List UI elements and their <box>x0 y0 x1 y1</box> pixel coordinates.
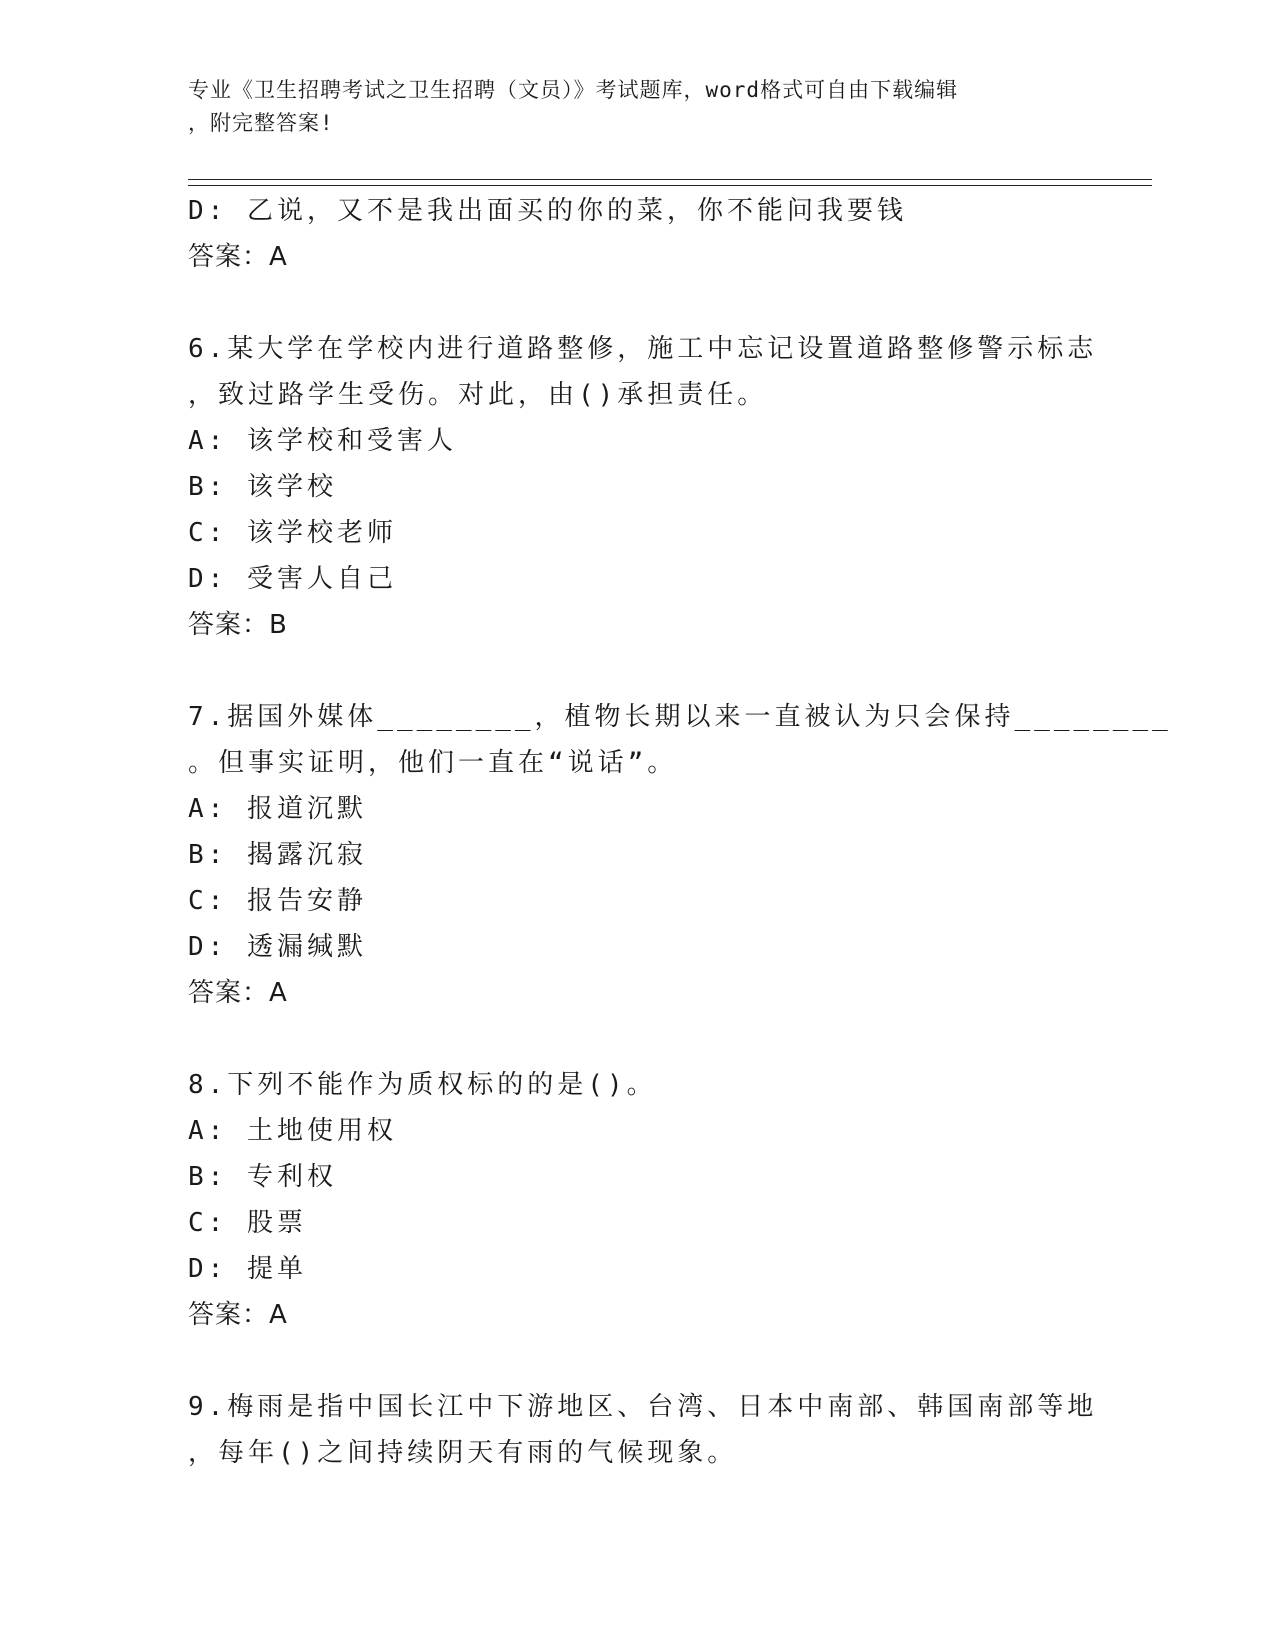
question-stem: 6.某大学在学校内进行道路整修，施工中忘记设置道路整修警示标志 <box>188 334 1098 364</box>
question-content <box>188 188 1172 1476</box>
option-a: A: 土地使用权 <box>188 1116 397 1146</box>
header-divider <box>188 179 1152 186</box>
question-stem: 9.梅雨是指中国长江中下游地区、台湾、日本中南部、韩国南部等地 <box>188 1392 1098 1422</box>
document-header <box>188 74 1068 140</box>
answer-line: 答案：A <box>188 242 288 272</box>
header-line-1: 专业《卫生招聘考试之卫生招聘（文员）》考试题库，word格式可自由下载编辑 <box>188 78 959 102</box>
question-5-tail <box>188 188 1068 280</box>
question-7 <box>188 694 1172 1016</box>
option-b: B: 揭露沉寂 <box>188 840 367 870</box>
option-a: A: 报道沉默 <box>188 794 367 824</box>
answer-line: 答案：A <box>188 1300 288 1330</box>
option-c: C: 该学校老师 <box>188 518 397 548</box>
answer-line: 答案：B <box>188 610 288 640</box>
option-a: A: 该学校和受害人 <box>188 426 457 456</box>
option-d: D: 乙说，又不是我出面买的你的菜，你不能问我要钱 <box>188 196 907 226</box>
option-d: D: 透漏缄默 <box>188 932 367 962</box>
question-stem-continued: ，致过路学生受伤。对此，由()承担责任。 <box>188 380 768 410</box>
option-d: D: 受害人自己 <box>188 564 397 594</box>
question-stem-continued: 。但事实证明，他们一直在“说话”。 <box>188 748 678 778</box>
question-stem: 7.据国外媒体________，植物长期以来一直被认为只会保持________ <box>188 702 1172 732</box>
header-line-2: ，附完整答案! <box>188 111 334 135</box>
question-6 <box>188 326 1098 648</box>
question-9 <box>188 1384 1098 1476</box>
option-d: D: 提单 <box>188 1254 307 1284</box>
question-stem-continued: ，每年()之间持续阴天有雨的气候现象。 <box>188 1438 738 1468</box>
option-c: C: 股票 <box>188 1208 307 1238</box>
option-b: B: 该学校 <box>188 472 337 502</box>
question-8 <box>188 1062 1068 1338</box>
option-c: C: 报告安静 <box>188 886 367 916</box>
option-b: B: 专利权 <box>188 1162 337 1192</box>
question-stem: 8.下列不能作为质权标的的是()。 <box>188 1070 657 1100</box>
answer-line: 答案：A <box>188 978 288 1008</box>
